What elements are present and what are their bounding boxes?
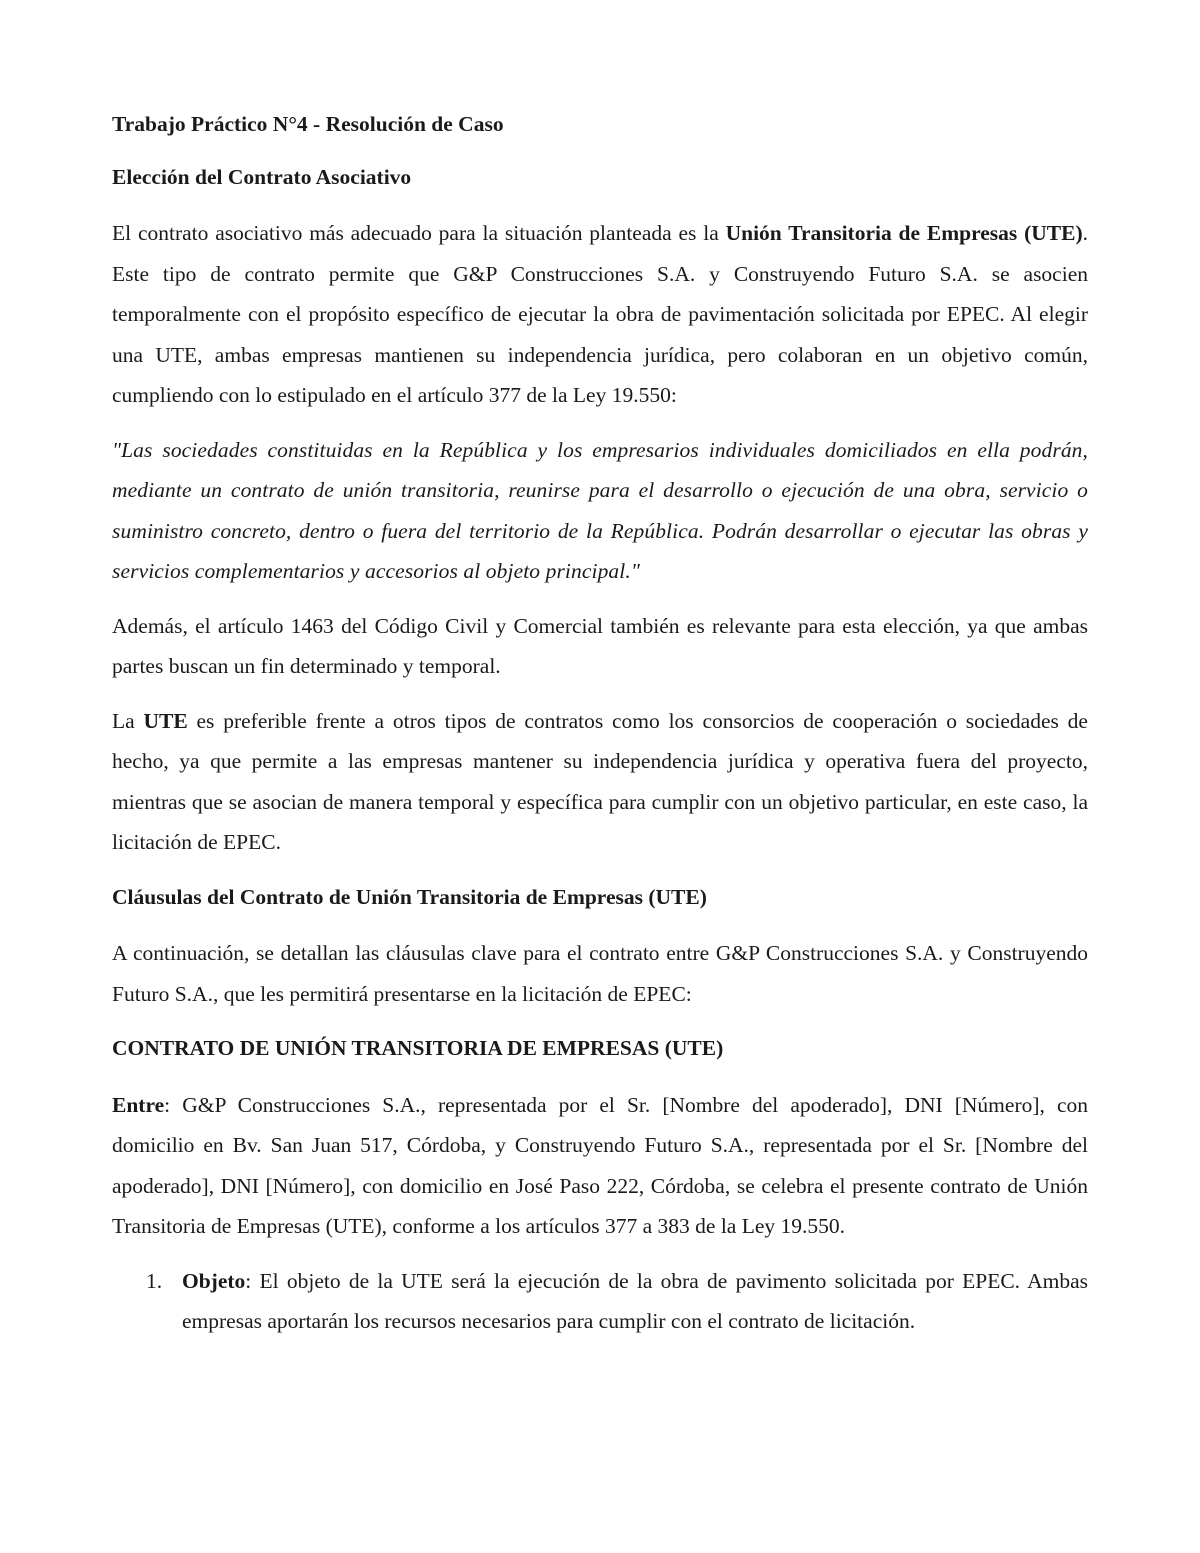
paragraph-text: . Este tipo de contrato permite que G&P Construcciones S.A. y Construyendo Futuro S.A. se asocien temporalmente con el propósito específico de ejecutar la obra de pavimentación solicitada por EPEC. Al elegir una UTE, ambas empresas mantienen su independencia jurídica, pero colaboran en un objetivo común, cumpliendo con lo estipulado en el artículo 377 de la Ley 19.550: <box>112 221 1088 407</box>
clause-list <box>112 1261 1088 1342</box>
paragraph-text: La <box>112 708 144 733</box>
paragraph-clausulas-intro: A continuación, se detallan las cláusulas clave para el contrato entre G&P Construcciones S.A. y Construyendo Futuro S.A., que les permitirá presentarse en la licitación de EPEC: <box>112 941 1088 1006</box>
paragraph-contrato-asociativo <box>112 213 1088 416</box>
quote-article-377: "Las sociedades constituidas en la República y los empresarios individuales domiciliados en ella podrán, mediante un contrato de unión transitoria, reunirse para el desarrollo o ejecución de una obra, servicio o suministro concreto, dentro o fuera del territorio de la República. Podrán desarrollar o ejecutar las obras y servicios complementarios y accesorios al objeto principal." <box>112 437 1088 583</box>
document-page <box>112 104 1088 1342</box>
bold-term-ute: Unión Transitoria de Empresas (UTE) <box>725 221 1083 245</box>
paragraph-text: es preferible frente a otros tipos de contratos como los consorcios de cooperación o sociedades de hecho, ya que permite a las empresas mantener su independencia jurídica y operativa fuera del proyecto, mientras que se asocian de manera temporal y específica para cumplir con un objetivo particular, en este caso, la licitación de EPEC. <box>112 708 1088 854</box>
list-item <box>112 1261 1088 1342</box>
clause-label: Objeto <box>182 1268 246 1293</box>
clause-text: : El objeto de la UTE será la ejecución de la obra de pavimento solicitada por EPEC. Ambas empresas aportarán los recursos necesarios para cumplir con el contrato de licitación. <box>182 1268 1088 1333</box>
document-title: Trabajo Práctico N°4 - Resolución de Caso <box>112 112 504 136</box>
bold-term-entre: Entre <box>112 1092 165 1117</box>
section-heading-eleccion: Elección del Contrato Asociativo <box>112 164 412 189</box>
paragraph-text: El contrato asociativo más adecuado para la situación planteada es la <box>112 221 726 245</box>
paragraph-text: : G&P Construcciones S.A., representada por el Sr. [Nombre del apoderado], DNI [Número], con domicilio en Bv. San Juan 517, Córdoba, y Construyendo Futuro S.A., representada por el Sr. [Nombre del apoderado], DNI [Número], con domicilio en José Paso 222, Córdoba, se celebra el presente contrato de Unión Transitoria de Empresas (UTE), conforme a los artículos 377 a 383 de la Ley 19.550. <box>112 1092 1088 1238</box>
paragraph-ute-preferible <box>112 701 1088 863</box>
contract-heading: CONTRATO DE UNIÓN TRANSITORIA DE EMPRESAS (UTE) <box>112 1036 724 1060</box>
clause-number: 1. <box>146 1268 163 1293</box>
section-heading-clausulas: Cláusulas del Contrato de Unión Transitoria de Empresas (UTE) <box>112 884 707 909</box>
paragraph-articulo-1463: Además, el artículo 1463 del Código Civil y Comercial también es relevante para esta elección, ya que ambas partes buscan un fin determinado y temporal. <box>112 613 1088 678</box>
bold-term-ute: UTE <box>143 708 188 733</box>
paragraph-partes <box>112 1085 1088 1247</box>
